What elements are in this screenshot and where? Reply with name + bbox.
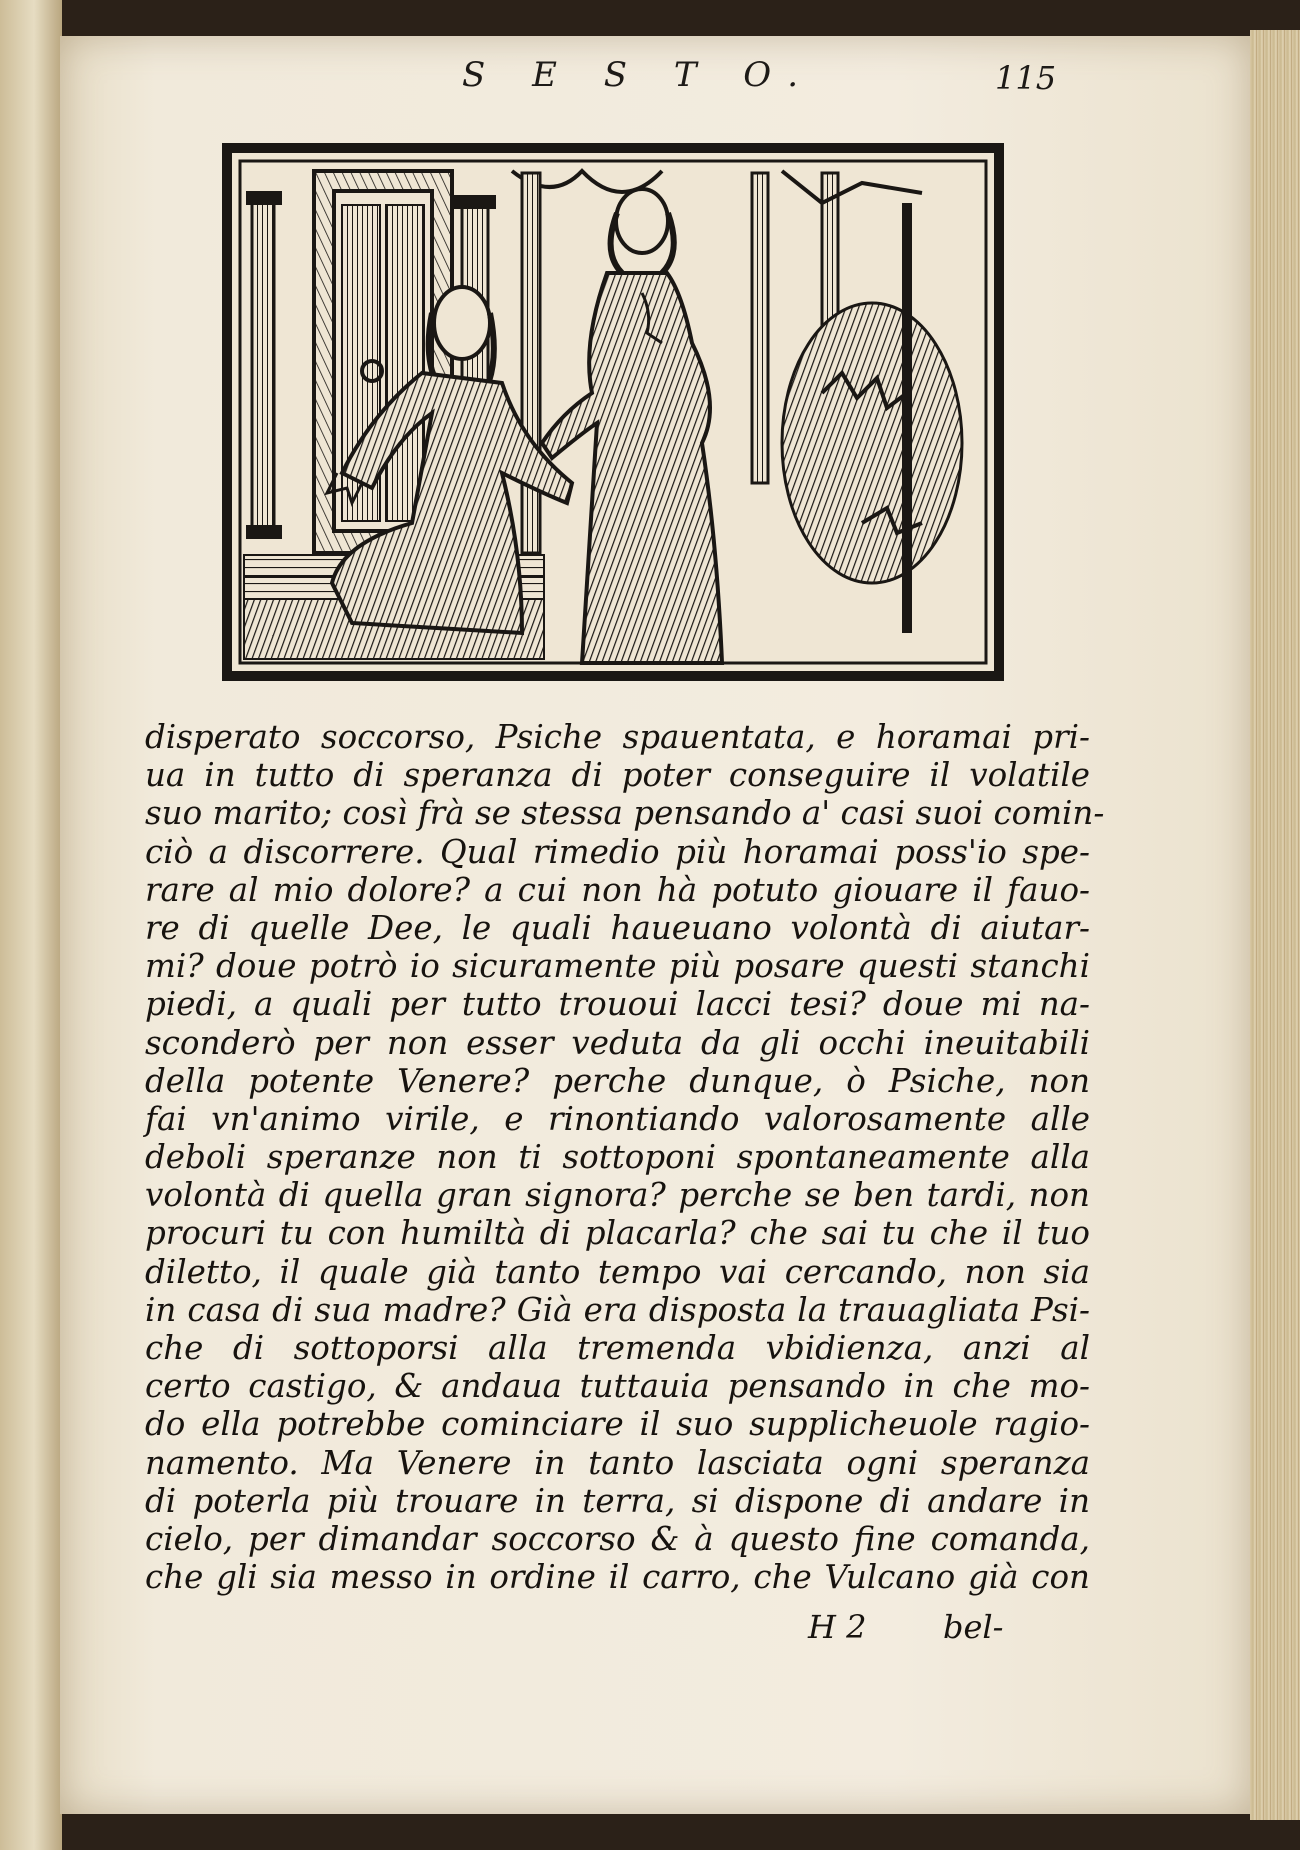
page-fore-edges [1250, 30, 1300, 1820]
text-line: di poterla più trouare in terra, si dispone di andare in [145, 1481, 1090, 1520]
text-line: rare al mio dolore? a cui non hà potuto giouare il fauo- [145, 870, 1090, 909]
running-head: S E S T O. [462, 55, 817, 95]
facing-page-edge [0, 0, 62, 1850]
text-line: ciò a discorrere. Qual rimedio più horamai poss'io spe- [145, 832, 1090, 871]
text-line: suo marito; così frà se stessa pensando a' casi suoi comin- [145, 794, 1105, 833]
page-footer [808, 1608, 1048, 1648]
text-line: re di quelle Dee, le quali haueuano volontà di aiutar- [145, 908, 1090, 947]
text-line: della potente Venere? perche dunque, ò Psiche, non [145, 1061, 1090, 1100]
text-line: certo castigo, & andaua tuttauia pensando in che mo- [145, 1367, 1090, 1406]
text-line: disperato soccorso, Psiche spauentata, e horamai pri- [145, 718, 1090, 756]
text-line: procuri tu con humiltà di placarla? che sai tu che il tuo [145, 1214, 1090, 1253]
text-line: diletto, il quale già tanto tempo vai cercando, non sia [145, 1252, 1090, 1291]
text-line: che di sottoporsi alla tremenda vbidienza, anzi al [145, 1329, 1090, 1367]
text-line: sconderò per non esser veduta da gli occhi ineuitabili [145, 1023, 1090, 1062]
text-line: fai vn'animo virile, e rinontiando valorosamente alle [145, 1099, 1090, 1138]
text-line: do ella potrebbe cominciare il suo supplicheuole ragio- [145, 1405, 1090, 1444]
text-line: namento. Ma Venere in tanto lasciata ogni speranza [145, 1443, 1090, 1482]
signature-mark: H 2 [808, 1608, 867, 1646]
text-line: volontà di quella gran signora? perche se ben tardi, non [145, 1176, 1090, 1215]
text-line: mi? doue potrò io sicuramente più posare questi stanchi [145, 947, 1090, 986]
woodcut-illustration [222, 143, 1004, 681]
body-text [145, 718, 1105, 1597]
page-number: 115 [995, 59, 1057, 97]
text-line: cielo, per dimandar soccorso & à questo fine comanda, [145, 1519, 1090, 1558]
catchword: bel- [943, 1608, 1004, 1646]
text-line: in casa di sua madre? Già era disposta la trauagliata Psi- [145, 1290, 1090, 1329]
text-line: che gli sia messo in ordine il carro, che Vulcano già con [145, 1558, 1090, 1597]
text-line: deboli speranze non ti sottoponi spontaneamente alla [145, 1138, 1090, 1177]
page-header [0, 55, 1300, 105]
text-line: piedi, a quali per tutto trououi lacci tesi? doue mi na- [145, 985, 1090, 1024]
text-line: ua in tutto di speranza di poter conseguire il volatile [145, 756, 1090, 795]
